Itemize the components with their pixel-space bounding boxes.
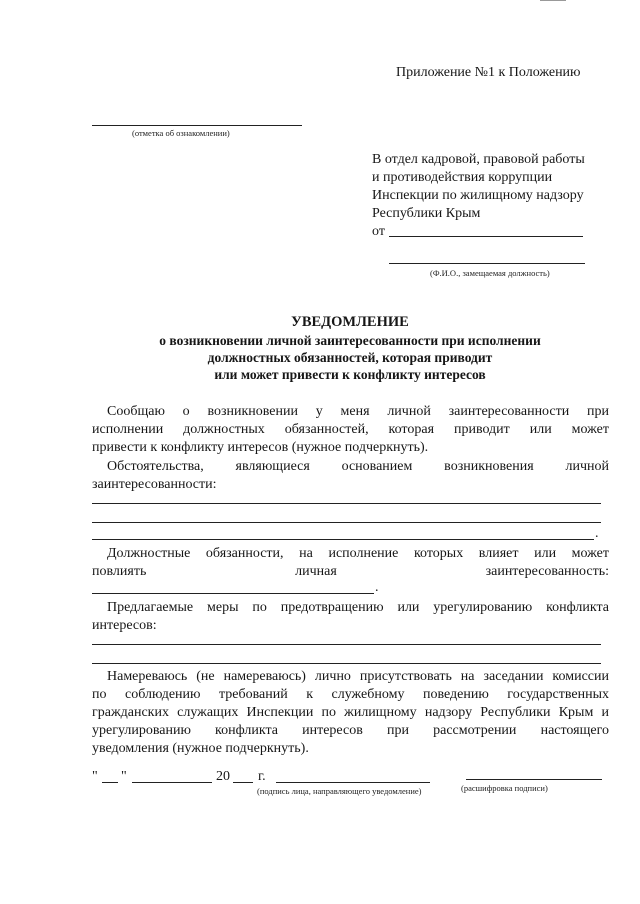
signature-decode-field[interactable] [466,779,602,780]
date-open-quote: " [92,769,98,784]
circumstances-field-1[interactable] [92,503,601,504]
para5-line4: урегулированию конфликта интересов при рассмотрении настоящего [92,723,609,738]
para2-line1: Обстоятельства, являющиеся основанием возникновения личной [107,459,609,474]
para3-end-dot: . [375,580,379,595]
date-year-prefix: 20 [216,769,230,784]
signature-caption: (подпись лица, направляющего уведомление) [257,786,422,796]
para3-line2: повлиять личная заинтересованность: [92,564,609,579]
document-subtitle-1: о возникновении личной заинтересованности при исполнении [159,333,541,348]
fio-caption: (Ф.И.О., замещаемая должность) [430,268,550,278]
para4-line2: интересов: [92,618,157,633]
appendix-label: Приложение №1 к Положению [396,65,581,80]
signature-decode-caption: (расшифровка подписи) [461,783,548,793]
para1-line1: Сообщаю о возникновении у меня личной заинтересованности при [107,404,609,419]
circumstances-field-3[interactable] [92,539,594,540]
para1-line3: привести к конфликту интересов (нужное подчеркнуть). [92,440,429,455]
addressee-line-2: и противодействия коррупции [372,170,553,185]
duties-field[interactable] [92,593,374,594]
para2-end-dot: . [595,526,599,541]
para4-line1: Предлагаемые меры по предотвращению или урегулированию конфликта [107,600,609,615]
date-close-quote: " [121,769,127,784]
measures-field-1[interactable] [92,644,601,645]
circumstances-field-2[interactable] [92,522,601,523]
scan-mark [540,0,566,4]
measures-field-2[interactable] [92,663,601,664]
date-month-field[interactable] [132,782,212,783]
acknowledgement-line [92,125,302,126]
para5-line5: уведомления (нужное подчеркнуть). [92,741,309,756]
addressee-line-3: Инспекции по жилищному надзору [372,188,584,203]
para2-line2: заинтересованности: [92,477,217,492]
document-subtitle-3: или может привести к конфликту интересов [214,367,486,382]
from-name-field[interactable] [389,236,583,237]
addressee-line-1: В отдел кадровой, правовой работы [372,152,585,167]
para5-line3: гражданских служащих Инспекции по жилищному надзору Республики Крым и [92,705,609,720]
fio-position-field[interactable] [389,263,585,264]
para1-line2: исполнении должностных обязанностей, которая приводит или может [92,422,609,437]
document-subtitle-2: должностных обязанностей, которая приводит [207,350,493,365]
date-year-suffix: г. [258,769,266,784]
from-label: от [372,224,385,239]
date-year-field[interactable] [233,782,253,783]
acknowledgement-caption: (отметка об ознакомлении) [132,128,230,138]
para3-line1: Должностные обязанности, на исполнение которых влияет или может [107,546,609,561]
date-day-field[interactable] [102,782,118,783]
signature-field[interactable] [276,782,430,783]
addressee-line-4: Республики Крым [372,206,481,221]
para5-line1: Намереваюсь (не намереваюсь) лично присутствовать на заседании комиссии [107,669,609,684]
document-title: УВЕДОМЛЕНИЕ [291,314,409,330]
para5-line2: по соблюдению требований к служебному поведению государственных [92,687,609,702]
